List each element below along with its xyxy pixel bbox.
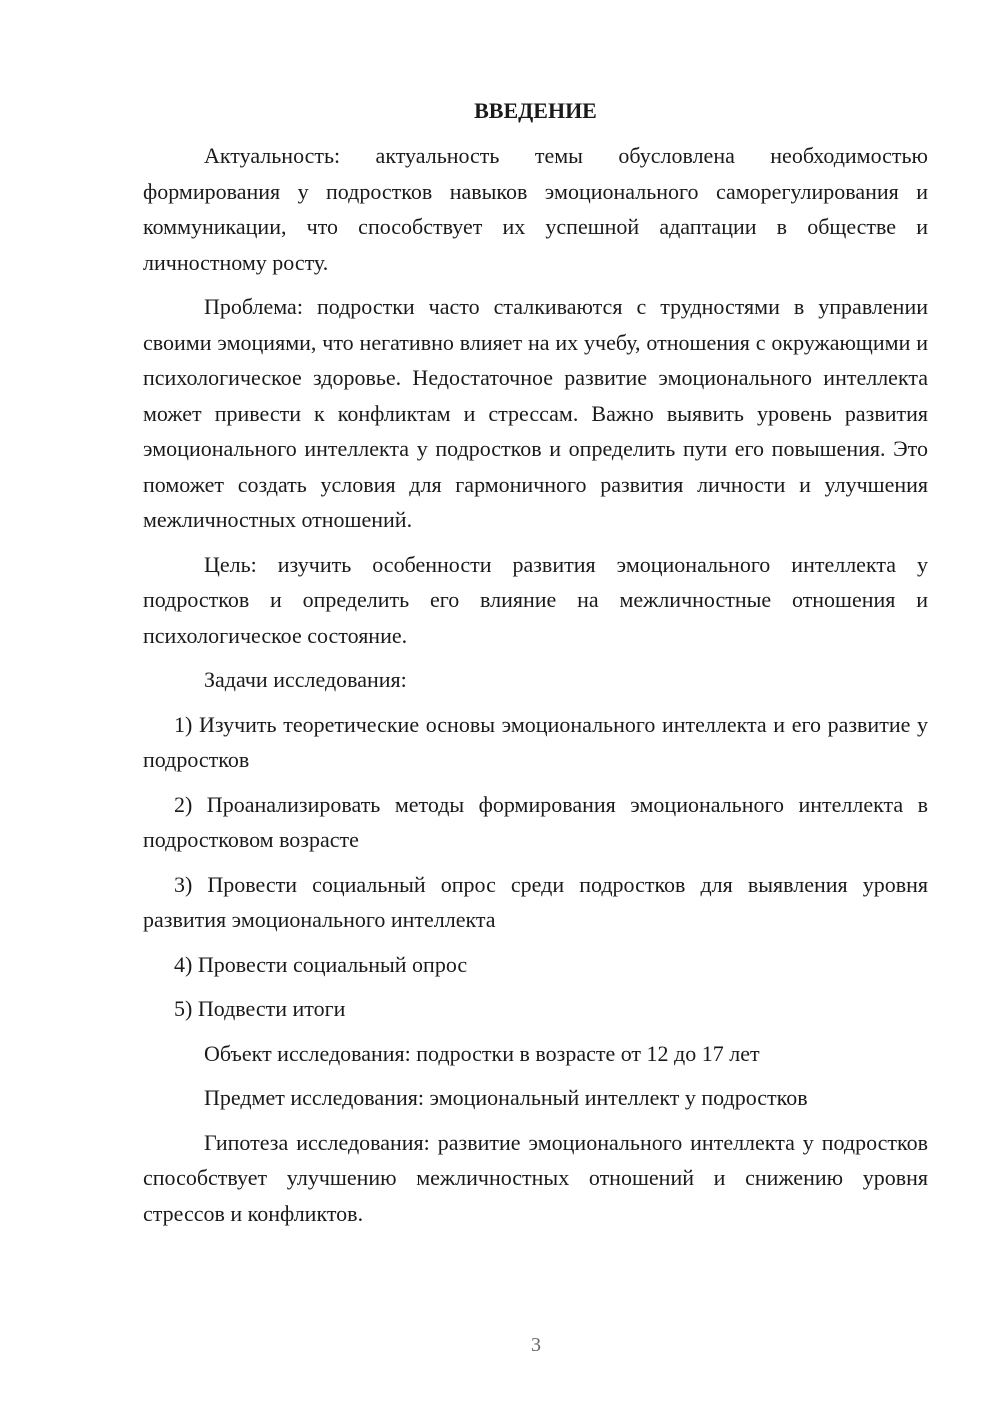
tasks-heading: Задачи исследования: <box>204 667 407 692</box>
page-number: 3 <box>531 1334 541 1356</box>
problem-paragraph: Проблема: подростки часто сталкиваются с трудностями в управлении своими эмоциями, что негативно влияет на их учебу, отношения с окружающими и психологическое здоровье. Недостаточное развитие эмоционального интеллекта может привести к конфликтам и стрессам. Важно выявить уровень развития эмоционального интеллекта у подростков и определить пути его повышения. Это поможет создать условия для гармоничного развития личности и улучшения межличностных отношений. <box>143 294 928 532</box>
research-subject: Предмет исследования: эмоциональный интеллект у подростков <box>204 1085 808 1110</box>
task-item-4: 4) Провести социальный опрос <box>174 951 468 977</box>
task-item-1: 1) Изучить теоретические основы эмоционального интеллекта и его развитие у подростков <box>143 711 928 772</box>
task-item-5: 5) Подвести итоги <box>174 996 346 1021</box>
research-hypothesis: Гипотеза исследования: развитие эмоционального интеллекта у подростков способствует улучшению межличностных отношений и снижению уровня стрессов и конфликтов. <box>143 1129 928 1226</box>
page-title: ВВЕДЕНИЕ <box>474 98 597 123</box>
goal-paragraph: Цель: изучить особенности развития эмоционального интеллекта у подростков и определить его влияние на межличностные отношения и психологическое состояние. <box>143 551 928 648</box>
relevance-paragraph: Актуальность: актуальность темы обусловлена необходимостью формирования у подростков навыков эмоционального саморегулирования и коммуникации, что способствует их успешной адаптации в обществе и личностному росту. <box>143 143 928 275</box>
task-item-3: 3) Провести социальный опрос среди подростков для выявления уровня развития эмоционального интеллекта <box>143 871 928 932</box>
page-content <box>143 96 928 1240</box>
research-object: Объект исследования: подростки в возрасте от 12 до 17 лет <box>204 1040 760 1066</box>
task-item-2: 2) Проанализировать методы формирования эмоционального интеллекта в подростковом возрасте <box>143 791 928 852</box>
